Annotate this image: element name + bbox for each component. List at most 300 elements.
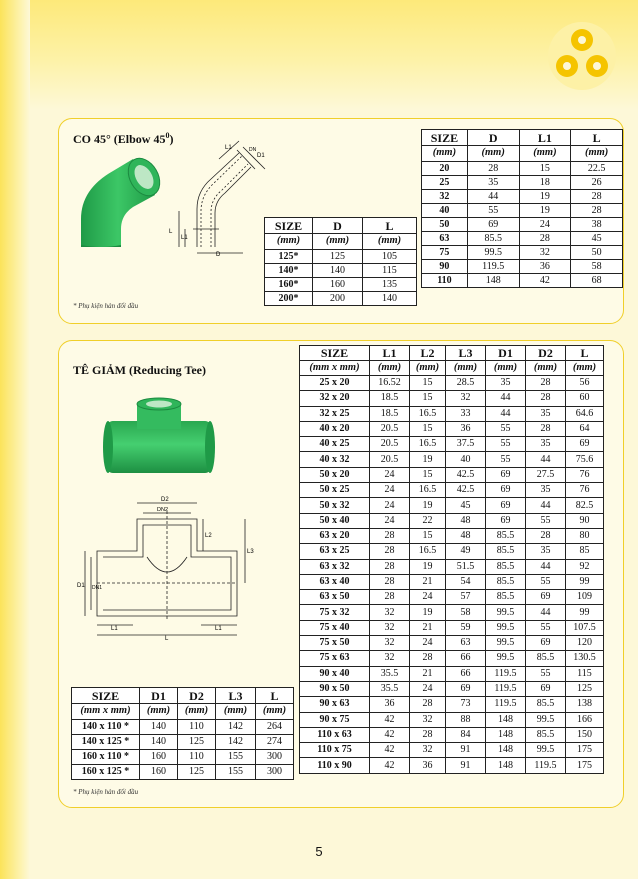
- value-cell: 69: [486, 483, 526, 498]
- value-cell: 35: [526, 544, 566, 559]
- tee-diagram-label-d2: D2: [161, 497, 169, 503]
- value-cell: 55: [486, 421, 526, 436]
- value-cell: 55: [526, 574, 566, 589]
- column-unit: (mm): [519, 146, 571, 162]
- value-cell: 107.5: [566, 620, 604, 635]
- value-cell: 148: [486, 758, 526, 773]
- elbow-diagram-label-d1: D1: [257, 153, 265, 159]
- table-row: [300, 421, 604, 436]
- value-cell: 18: [519, 176, 571, 190]
- value-cell: 21: [410, 620, 446, 635]
- elbow-45-panel: [58, 118, 624, 324]
- value-cell: 20.5: [370, 452, 410, 467]
- column-header: D2: [526, 346, 566, 361]
- value-cell: 66: [446, 651, 486, 666]
- value-cell: 119.5: [486, 681, 526, 696]
- value-cell: 15: [410, 376, 446, 391]
- value-cell: 125: [178, 765, 216, 780]
- value-cell: 35: [526, 483, 566, 498]
- size-cell: 50: [422, 218, 468, 232]
- size-cell: 90 x 50: [300, 681, 370, 696]
- value-cell: 55: [486, 437, 526, 452]
- column-header: L3: [446, 346, 486, 361]
- value-cell: 160: [313, 278, 363, 292]
- elbow-title: [73, 131, 173, 147]
- elbow-diagram-label-l1-top: L1: [225, 145, 232, 151]
- table-row: [300, 559, 604, 574]
- table-row: [300, 697, 604, 712]
- value-cell: 35.5: [370, 666, 410, 681]
- value-cell: 44: [526, 452, 566, 467]
- value-cell: 28: [410, 651, 446, 666]
- column-unit: (mm): [486, 361, 526, 376]
- value-cell: 20.5: [370, 437, 410, 452]
- table-row: [300, 666, 604, 681]
- table-row: [72, 735, 294, 750]
- column-header: SIZE: [422, 130, 468, 146]
- column-unit: (mm): [526, 361, 566, 376]
- value-cell: 73: [446, 697, 486, 712]
- table-header-row: [422, 130, 623, 146]
- value-cell: 110: [178, 750, 216, 765]
- column-header: D1: [486, 346, 526, 361]
- table-row: [300, 483, 604, 498]
- tee-product-image: [99, 397, 219, 477]
- value-cell: 38: [571, 218, 623, 232]
- value-cell: 120: [566, 636, 604, 651]
- value-cell: 140: [140, 735, 178, 750]
- value-cell: 42: [370, 712, 410, 727]
- value-cell: 27.5: [526, 467, 566, 482]
- value-cell: 24: [519, 218, 571, 232]
- table-units-row: [72, 704, 294, 720]
- column-header: L3: [216, 688, 256, 704]
- table-row: [300, 681, 604, 696]
- value-cell: 28: [467, 162, 519, 176]
- value-cell: 32: [410, 743, 446, 758]
- table-row: [265, 278, 417, 292]
- value-cell: 155: [216, 750, 256, 765]
- value-cell: 166: [566, 712, 604, 727]
- value-cell: 44: [467, 190, 519, 204]
- size-cell: 25: [422, 176, 468, 190]
- value-cell: 42: [519, 274, 571, 288]
- value-cell: 300: [256, 765, 294, 780]
- value-cell: 35: [467, 176, 519, 190]
- size-cell: 140 x 110 *: [72, 720, 140, 735]
- table-row: [300, 452, 604, 467]
- value-cell: 44: [526, 559, 566, 574]
- column-header: D: [467, 130, 519, 146]
- value-cell: 55: [526, 666, 566, 681]
- value-cell: 28: [519, 232, 571, 246]
- value-cell: 15: [519, 162, 571, 176]
- tee-dimension-diagram: [77, 491, 257, 641]
- value-cell: 99.5: [526, 743, 566, 758]
- elbow-dimension-diagram: [169, 139, 277, 257]
- column-header: D: [313, 218, 363, 234]
- value-cell: 42: [370, 727, 410, 742]
- value-cell: 58: [446, 605, 486, 620]
- value-cell: 28: [370, 544, 410, 559]
- value-cell: 21: [410, 666, 446, 681]
- table-header-row: [300, 346, 604, 361]
- value-cell: 69: [486, 467, 526, 482]
- value-cell: 36: [446, 421, 486, 436]
- value-cell: 99.5: [467, 246, 519, 260]
- value-cell: 44: [486, 406, 526, 421]
- top-header-band: [0, 0, 638, 110]
- value-cell: 119.5: [526, 758, 566, 773]
- table-row: [300, 590, 604, 605]
- value-cell: 99: [566, 605, 604, 620]
- table-row: [300, 544, 604, 559]
- value-cell: 99.5: [486, 636, 526, 651]
- value-cell: 19: [519, 190, 571, 204]
- table-row: [300, 513, 604, 528]
- column-unit: (mm): [363, 234, 417, 250]
- value-cell: 99.5: [526, 712, 566, 727]
- value-cell: 24: [370, 513, 410, 528]
- value-cell: 148: [486, 743, 526, 758]
- value-cell: 105: [363, 250, 417, 264]
- elbow-title-text: CO 45° (Elbow 45: [73, 132, 166, 146]
- column-header: L: [256, 688, 294, 704]
- elbow-diagram-label-l1-side: L1: [181, 235, 188, 241]
- value-cell: 109: [566, 590, 604, 605]
- size-cell: 90 x 63: [300, 697, 370, 712]
- value-cell: 115: [363, 264, 417, 278]
- table-row: [300, 727, 604, 742]
- table-units-row: [300, 361, 604, 376]
- size-cell: 160*: [265, 278, 313, 292]
- elbow-size-table: [421, 129, 623, 288]
- column-header: L: [363, 218, 417, 234]
- value-cell: 85.5: [486, 528, 526, 543]
- value-cell: 85.5: [526, 697, 566, 712]
- elbow-large-size-table: [264, 217, 417, 306]
- tee-diagram-label-l: L: [165, 636, 169, 641]
- value-cell: 63: [446, 636, 486, 651]
- tee-diagram-label-l2: L2: [205, 533, 212, 539]
- value-cell: 85.5: [486, 559, 526, 574]
- value-cell: 28: [526, 391, 566, 406]
- elbow-footnote: * Phụ kiện hàn đối đầu: [73, 302, 139, 310]
- value-cell: 36: [519, 260, 571, 274]
- value-cell: 200: [313, 292, 363, 306]
- column-unit: (mm): [467, 146, 519, 162]
- value-cell: 148: [467, 274, 519, 288]
- value-cell: 85.5: [526, 727, 566, 742]
- table-row: [422, 218, 623, 232]
- value-cell: 119.5: [467, 260, 519, 274]
- size-cell: 40 x 20: [300, 421, 370, 436]
- value-cell: 91: [446, 743, 486, 758]
- value-cell: 16.52: [370, 376, 410, 391]
- value-cell: 16.5: [410, 406, 446, 421]
- value-cell: 135: [363, 278, 417, 292]
- value-cell: 140: [140, 720, 178, 735]
- value-cell: 16.5: [410, 544, 446, 559]
- size-cell: 63 x 40: [300, 574, 370, 589]
- size-cell: 200*: [265, 292, 313, 306]
- value-cell: 28: [571, 204, 623, 218]
- value-cell: 35: [526, 406, 566, 421]
- table-row: [300, 376, 604, 391]
- value-cell: 28: [526, 376, 566, 391]
- size-cell: 110 x 63: [300, 727, 370, 742]
- value-cell: 69: [526, 636, 566, 651]
- value-cell: 28: [526, 421, 566, 436]
- tee-diagram-label-d1: D1: [77, 583, 85, 589]
- value-cell: 80: [566, 528, 604, 543]
- elbow-product-image: [73, 149, 163, 249]
- column-header: L2: [410, 346, 446, 361]
- reducing-tee-panel: [58, 340, 624, 808]
- value-cell: 35: [486, 376, 526, 391]
- table-row: [265, 264, 417, 278]
- value-cell: 32: [370, 636, 410, 651]
- size-cell: 25 x 20: [300, 376, 370, 391]
- size-cell: 75: [422, 246, 468, 260]
- value-cell: 24: [410, 636, 446, 651]
- value-cell: 18.5: [370, 406, 410, 421]
- table-row: [422, 176, 623, 190]
- column-unit: (mm x mm): [300, 361, 370, 376]
- value-cell: 60: [566, 391, 604, 406]
- value-cell: 55: [526, 513, 566, 528]
- table-header-row: [265, 218, 417, 234]
- value-cell: 44: [486, 391, 526, 406]
- value-cell: 45: [446, 498, 486, 513]
- value-cell: 160: [140, 765, 178, 780]
- table-row: [422, 162, 623, 176]
- value-cell: 19: [410, 605, 446, 620]
- value-cell: 32: [410, 712, 446, 727]
- tee-diagram-label-dn2: DN2: [157, 507, 169, 513]
- value-cell: 19: [519, 204, 571, 218]
- value-cell: 28: [410, 727, 446, 742]
- value-cell: 85: [566, 544, 604, 559]
- column-header: SIZE: [300, 346, 370, 361]
- table-row: [72, 720, 294, 735]
- elbow-title-superscript: 0: [165, 131, 170, 140]
- value-cell: 175: [566, 743, 604, 758]
- size-cell: 20: [422, 162, 468, 176]
- size-cell: 90: [422, 260, 468, 274]
- table-row: [265, 292, 417, 306]
- value-cell: 155: [216, 765, 256, 780]
- tee-diagram-label-dn1: DN1: [92, 585, 103, 591]
- size-cell: 75 x 40: [300, 620, 370, 635]
- tee-footnote: * Phụ kiện hàn đối đầu: [73, 788, 139, 796]
- value-cell: 28: [526, 528, 566, 543]
- size-cell: 140 x 125 *: [72, 735, 140, 750]
- column-unit: (mm): [571, 146, 623, 162]
- value-cell: 69: [446, 681, 486, 696]
- value-cell: 99.5: [486, 651, 526, 666]
- value-cell: 75.6: [566, 452, 604, 467]
- value-cell: 48: [446, 528, 486, 543]
- column-unit: (mm): [410, 361, 446, 376]
- size-cell: 75 x 63: [300, 651, 370, 666]
- table-row: [300, 467, 604, 482]
- column-unit: (mm): [140, 704, 178, 720]
- table-row: [72, 750, 294, 765]
- size-cell: 63 x 25: [300, 544, 370, 559]
- table-row: [422, 232, 623, 246]
- value-cell: 44: [526, 498, 566, 513]
- value-cell: 125: [566, 681, 604, 696]
- value-cell: 15: [410, 528, 446, 543]
- value-cell: 32: [370, 605, 410, 620]
- table-row: [300, 743, 604, 758]
- value-cell: 16.5: [410, 437, 446, 452]
- size-cell: 50 x 20: [300, 467, 370, 482]
- table-row: [300, 437, 604, 452]
- value-cell: 85.5: [486, 574, 526, 589]
- table-header-row: [72, 688, 294, 704]
- tee-large-size-table: [71, 687, 294, 780]
- value-cell: 58: [571, 260, 623, 274]
- value-cell: 64.6: [566, 406, 604, 421]
- value-cell: 36: [410, 758, 446, 773]
- value-cell: 36: [370, 697, 410, 712]
- value-cell: 28: [571, 190, 623, 204]
- value-cell: 32: [370, 620, 410, 635]
- three-circles-logo-icon: [546, 20, 618, 92]
- size-cell: 32 x 20: [300, 391, 370, 406]
- value-cell: 69: [486, 498, 526, 513]
- column-header: SIZE: [265, 218, 313, 234]
- value-cell: 24: [370, 498, 410, 513]
- page-number: 5: [315, 844, 323, 859]
- value-cell: 91: [446, 758, 486, 773]
- value-cell: 85.5: [467, 232, 519, 246]
- tee-title: TÊ GIẢM (Reducing Tee): [73, 363, 207, 377]
- value-cell: 21: [410, 574, 446, 589]
- value-cell: 56: [566, 376, 604, 391]
- elbow-diagram-label-dn: DN: [249, 147, 257, 153]
- size-cell: 125*: [265, 250, 313, 264]
- value-cell: 148: [486, 712, 526, 727]
- value-cell: 99.5: [486, 605, 526, 620]
- value-cell: 115: [566, 666, 604, 681]
- value-cell: 32: [370, 651, 410, 666]
- size-cell: 110 x 75: [300, 743, 370, 758]
- value-cell: 22.5: [571, 162, 623, 176]
- value-cell: 15: [410, 421, 446, 436]
- table-row: [300, 712, 604, 727]
- size-cell: 160 x 125 *: [72, 765, 140, 780]
- value-cell: 42: [370, 758, 410, 773]
- table-row: [300, 605, 604, 620]
- table-row: [72, 765, 294, 780]
- value-cell: 175: [566, 758, 604, 773]
- size-cell: 75 x 50: [300, 636, 370, 651]
- value-cell: 55: [467, 204, 519, 218]
- value-cell: 55: [486, 452, 526, 467]
- value-cell: 20.5: [370, 421, 410, 436]
- table-row: [422, 204, 623, 218]
- column-header: L1: [519, 130, 571, 146]
- column-header: L1: [370, 346, 410, 361]
- table-row: [300, 651, 604, 666]
- column-unit: (mm): [422, 146, 468, 162]
- value-cell: 40: [446, 452, 486, 467]
- value-cell: 69: [526, 590, 566, 605]
- table-row: [300, 498, 604, 513]
- value-cell: 119.5: [486, 697, 526, 712]
- column-unit: (mm): [265, 234, 313, 250]
- size-cell: 40: [422, 204, 468, 218]
- value-cell: 130.5: [566, 651, 604, 666]
- value-cell: 54: [446, 574, 486, 589]
- value-cell: 150: [566, 727, 604, 742]
- value-cell: 82.5: [566, 498, 604, 513]
- value-cell: 37.5: [446, 437, 486, 452]
- size-cell: 63: [422, 232, 468, 246]
- size-cell: 160 x 110 *: [72, 750, 140, 765]
- column-unit: (mm): [313, 234, 363, 250]
- value-cell: 48: [446, 513, 486, 528]
- value-cell: 85.5: [486, 544, 526, 559]
- value-cell: 49: [446, 544, 486, 559]
- value-cell: 19: [410, 559, 446, 574]
- value-cell: 125: [178, 735, 216, 750]
- tee-size-table: [299, 345, 604, 774]
- value-cell: 64: [566, 421, 604, 436]
- table-row: [300, 528, 604, 543]
- value-cell: 142: [216, 735, 256, 750]
- value-cell: 69: [526, 681, 566, 696]
- value-cell: 35: [526, 437, 566, 452]
- size-cell: 140*: [265, 264, 313, 278]
- value-cell: 69: [467, 218, 519, 232]
- tee-diagram-label-l1-right: L1: [215, 626, 222, 632]
- value-cell: 22: [410, 513, 446, 528]
- value-cell: 28: [370, 528, 410, 543]
- size-cell: 40 x 32: [300, 452, 370, 467]
- table-units-row: [265, 234, 417, 250]
- value-cell: 24: [410, 681, 446, 696]
- column-unit: (mm): [216, 704, 256, 720]
- value-cell: 51.5: [446, 559, 486, 574]
- value-cell: 110: [178, 720, 216, 735]
- value-cell: 274: [256, 735, 294, 750]
- value-cell: 84: [446, 727, 486, 742]
- value-cell: 57: [446, 590, 486, 605]
- value-cell: 142: [216, 720, 256, 735]
- tee-diagram-label-l1-left: L1: [111, 626, 118, 632]
- value-cell: 24: [370, 467, 410, 482]
- column-unit: (mm): [178, 704, 216, 720]
- table-row: [300, 636, 604, 651]
- value-cell: 76: [566, 483, 604, 498]
- elbow-title-suffix: ): [169, 132, 174, 146]
- table-row: [300, 574, 604, 589]
- value-cell: 24: [370, 483, 410, 498]
- size-cell: 50 x 32: [300, 498, 370, 513]
- size-cell: 90 x 40: [300, 666, 370, 681]
- value-cell: 28: [410, 697, 446, 712]
- value-cell: 42.5: [446, 483, 486, 498]
- size-cell: 32 x 25: [300, 406, 370, 421]
- value-cell: 59: [446, 620, 486, 635]
- column-header: D1: [140, 688, 178, 704]
- value-cell: 50: [571, 246, 623, 260]
- tee-diagram-label-l3: L3: [247, 549, 254, 555]
